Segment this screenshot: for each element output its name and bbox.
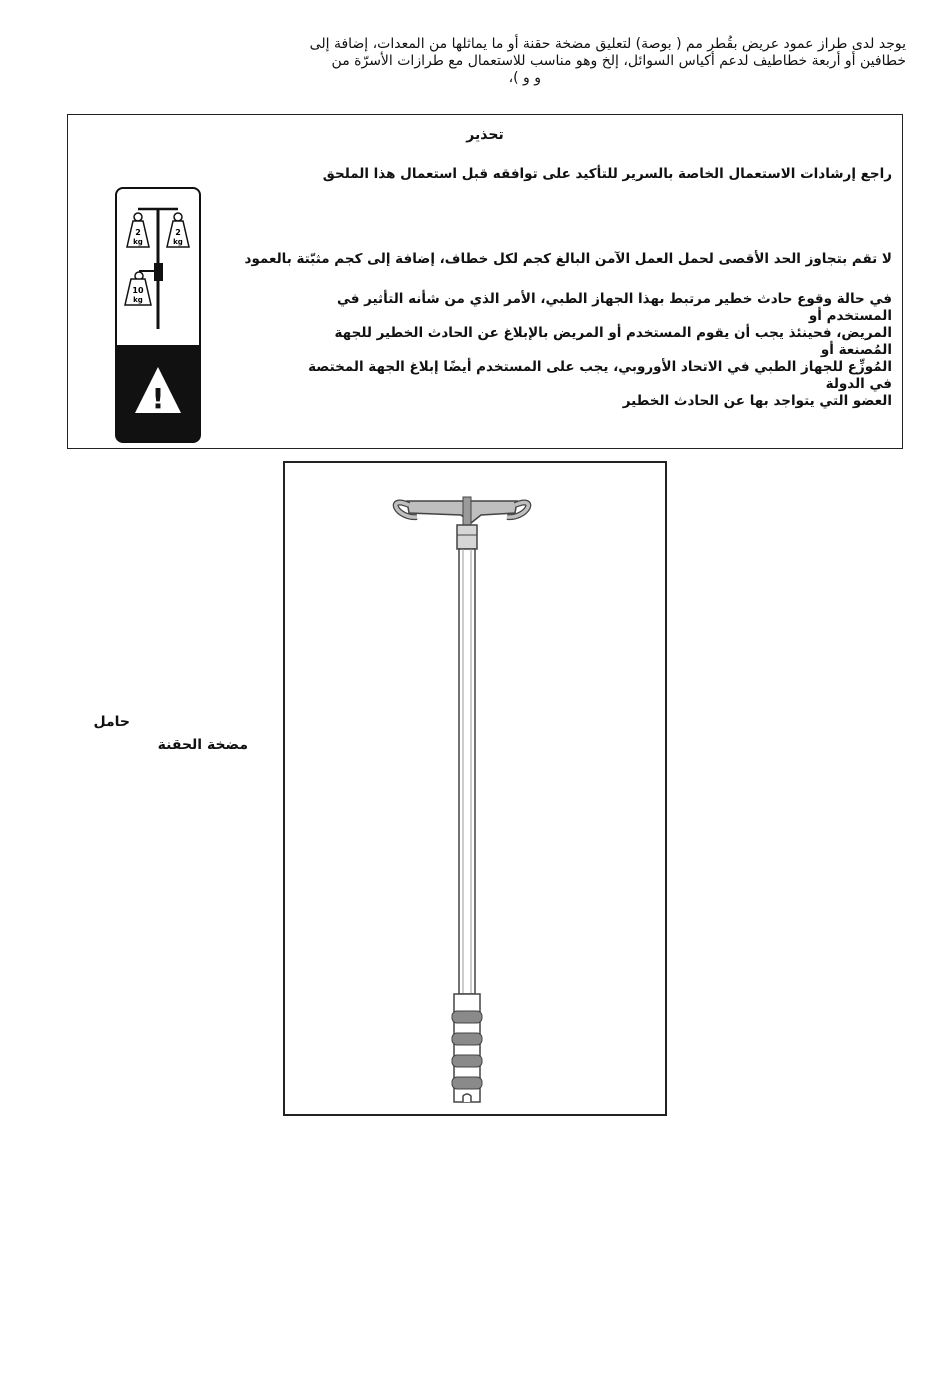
intro-line-1: يوجد لدى طراز عمود عريض بقُطر مم ( بوصة) لتعليق مضخة حقنة أو ما يماثلها من المعدات، إضافة إلى [309,36,906,52]
intro-line-3: و و )، [508,70,541,86]
warning-incident-paragraph [282,291,892,410]
warning-para-line: المريض، فحينئذ يجب أن يقوم المستخدم أو المريض بالإبلاغ عن الحادث الخطير للجهة المُصنعة أو [334,325,892,358]
warning-line-compatibility: راجع إرشادات الاستعمال الخاصة بالسرير للتأكيد على توافقه قبل استعمال هذا الملحق [322,166,892,182]
weight-right-unit: kg [173,238,183,246]
weight-right-value: 2 [175,228,181,237]
warning-box [67,114,903,449]
weight-pole-value: 10 [132,286,144,295]
warning-line-max-load: لا تقم بتجاوز الحد الأقصى لحمل العمل الآمن البالغ كجم لكل خطاف، إضافة إلى كجم مثبّتة بالعمود [244,251,892,267]
load-warning-label-icon [115,187,201,443]
weight-pole-unit: kg [133,296,143,304]
intro-line-2: خطافين أو أربعة خطاطيف لدعم أكياس السوائل، إلخ وهو مناسب للاستعمال مع طرازات الأسرّة من [331,53,906,69]
warning-para-line: في حالة وقوع حادث خطير مرتبط بهذا الجهاز الطبي، الأمر الذي من شأنه التأثير في المستخدم أو [336,291,892,324]
callout-line-holder: حامل [93,714,130,730]
weight-left-value: 2 [135,228,141,237]
intro-paragraph [70,36,906,87]
warning-title: تحذير [466,127,504,143]
alert-symbol: ! [151,382,165,415]
callout-line-pump: مضخة الحقنة [157,737,248,753]
weight-left-unit: kg [133,238,143,246]
figure-callout [90,711,248,757]
iv-pole-figure [283,461,667,1116]
iv-pole-illustration [285,463,665,1114]
warning-para-line: المُوزِّع للجهاز الطبي في الاتحاد الأوروبي، يجب على المستخدم أيضًا إبلاغ الجهة المختصة في الدولة [308,359,892,392]
warning-para-line: العضو التي يتواجد بها عن الحادث الخطير [622,393,892,409]
